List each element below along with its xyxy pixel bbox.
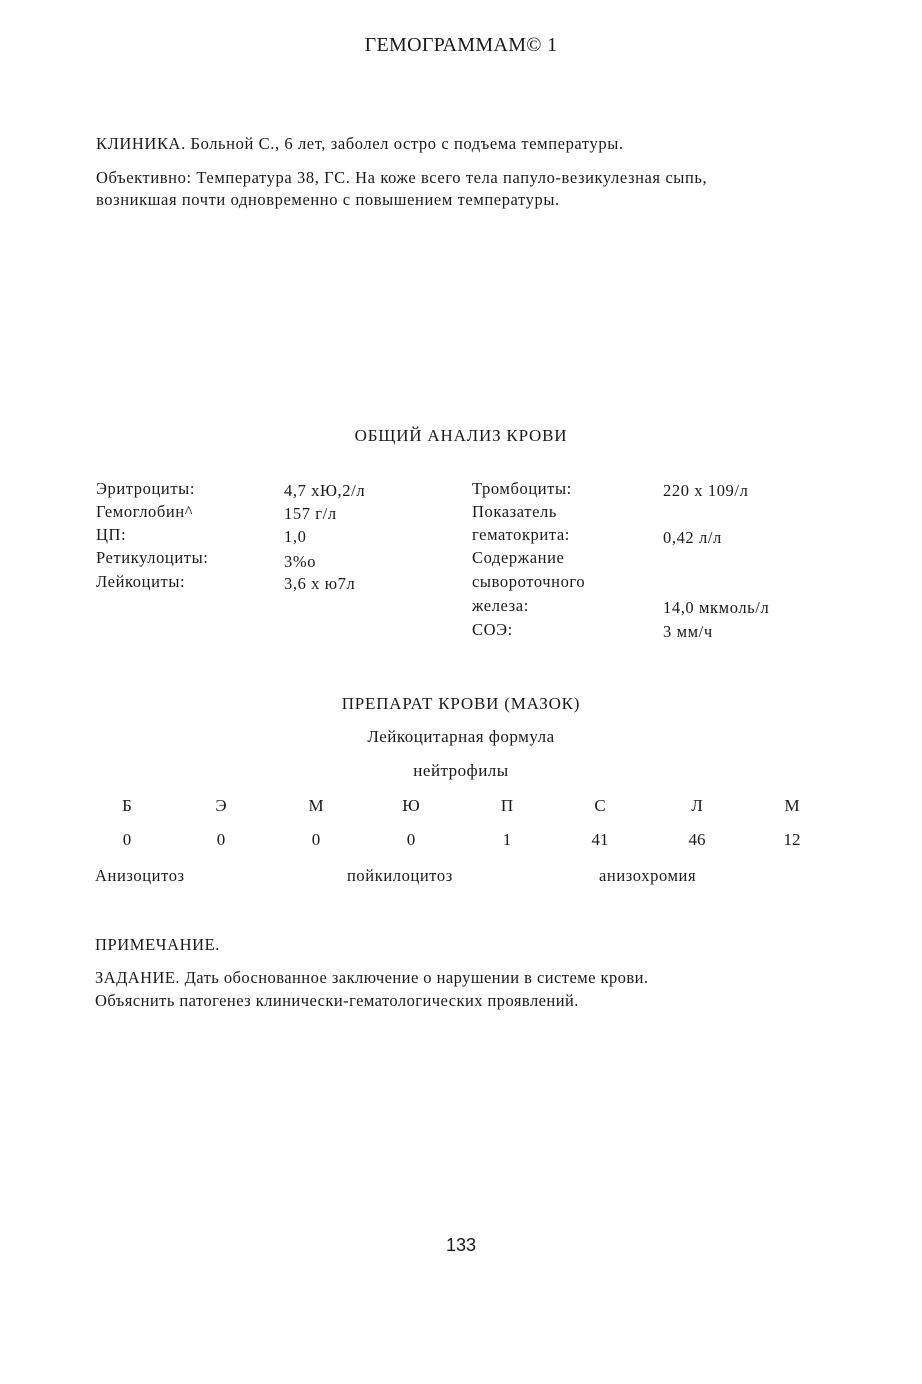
- formula-value: 46: [688, 830, 706, 849]
- anisochromia: анизохромия: [599, 866, 697, 885]
- hematocrit-value: 0,42 л/л: [663, 528, 722, 547]
- task-line-1: ЗАДАНИЕ. Дать обоснованное заключение о нарушении в системе крови.: [95, 968, 649, 987]
- formula-value: 0: [311, 830, 321, 849]
- formula-value: 0: [216, 830, 226, 849]
- rbc-label: Эритроциты:: [96, 479, 196, 498]
- formula-value: 0: [406, 830, 416, 849]
- neutrophils-label: нейтрофилы: [413, 761, 509, 780]
- formula-value: 41: [591, 830, 609, 849]
- formula-header: С: [594, 796, 606, 815]
- formula-header: М: [784, 796, 800, 815]
- leukocytes-label: Лейкоциты:: [96, 572, 186, 591]
- page-title: ГЕМОГРАММАМ© 1: [364, 34, 558, 56]
- serum-iron-label-2: сывороточного: [472, 572, 586, 591]
- clinic-line-2: Объективно: Температура 38, ГС. На коже всего тела папуло-везикулезная сыпь,: [96, 168, 708, 187]
- anisocytosis: Анизоцитоз: [95, 866, 185, 885]
- formula-header: Б: [122, 796, 132, 815]
- leukocytes-value: 3,6 х ю7л: [284, 574, 356, 593]
- formula-header: Ю: [402, 796, 420, 815]
- formula-value: 12: [783, 830, 801, 849]
- reticulocytes-label: Ретикулоциты:: [96, 548, 209, 567]
- smear-subheading: Лейкоцитарная формула: [367, 727, 555, 746]
- hemoglobin-value: 157 г/л: [284, 504, 337, 523]
- platelets-label: Тромбоциты:: [472, 479, 572, 498]
- clinic-line-3: возникшая почти одновременно с повышением температуры.: [96, 190, 560, 209]
- formula-header: П: [500, 796, 514, 815]
- poikilocytosis: пойкилоцитоз: [347, 866, 453, 885]
- serum-iron-label-1: Содержание: [472, 548, 565, 567]
- color-index-value: 1,0: [284, 527, 307, 546]
- page-number: 133: [445, 1235, 477, 1255]
- rbc-value: 4,7 хЮ,2/л: [284, 481, 366, 500]
- task-line-2: Объяснить патогенез клинически-гематологических проявлений.: [95, 991, 579, 1010]
- serum-iron-label-3: железа:: [472, 596, 529, 615]
- formula-value: 1: [502, 830, 512, 849]
- color-index-label: ЦП:: [96, 525, 127, 544]
- platelets-value: 220 х 109/л: [663, 481, 749, 500]
- reticulocytes-value: 3%о: [284, 552, 317, 571]
- serum-iron-value: 14,0 мкмоль/л: [663, 598, 770, 617]
- esr-label: СОЭ:: [472, 620, 513, 639]
- hematocrit-label-1: Показатель: [472, 502, 557, 521]
- blood-test-heading: ОБЩИЙ АНАЛИЗ КРОВИ: [354, 426, 568, 445]
- clinic-line-1: КЛИНИКА. Больной С., 6 лет, заболел остро с подъема температуры.: [96, 134, 624, 153]
- esr-value: 3 мм/ч: [663, 622, 713, 641]
- note-label: ПРИМЕЧАНИЕ.: [95, 935, 221, 954]
- formula-header: М: [308, 796, 324, 815]
- formula-value: 0: [122, 830, 132, 849]
- hemoglobin-label: Гемоглобин^: [96, 502, 194, 521]
- smear-heading: ПРЕПАРАТ КРОВИ (МАЗОК): [341, 694, 581, 713]
- formula-header: Э: [215, 796, 227, 815]
- formula-header: Л: [691, 796, 703, 815]
- hematocrit-label-2: гематокрита:: [472, 525, 570, 544]
